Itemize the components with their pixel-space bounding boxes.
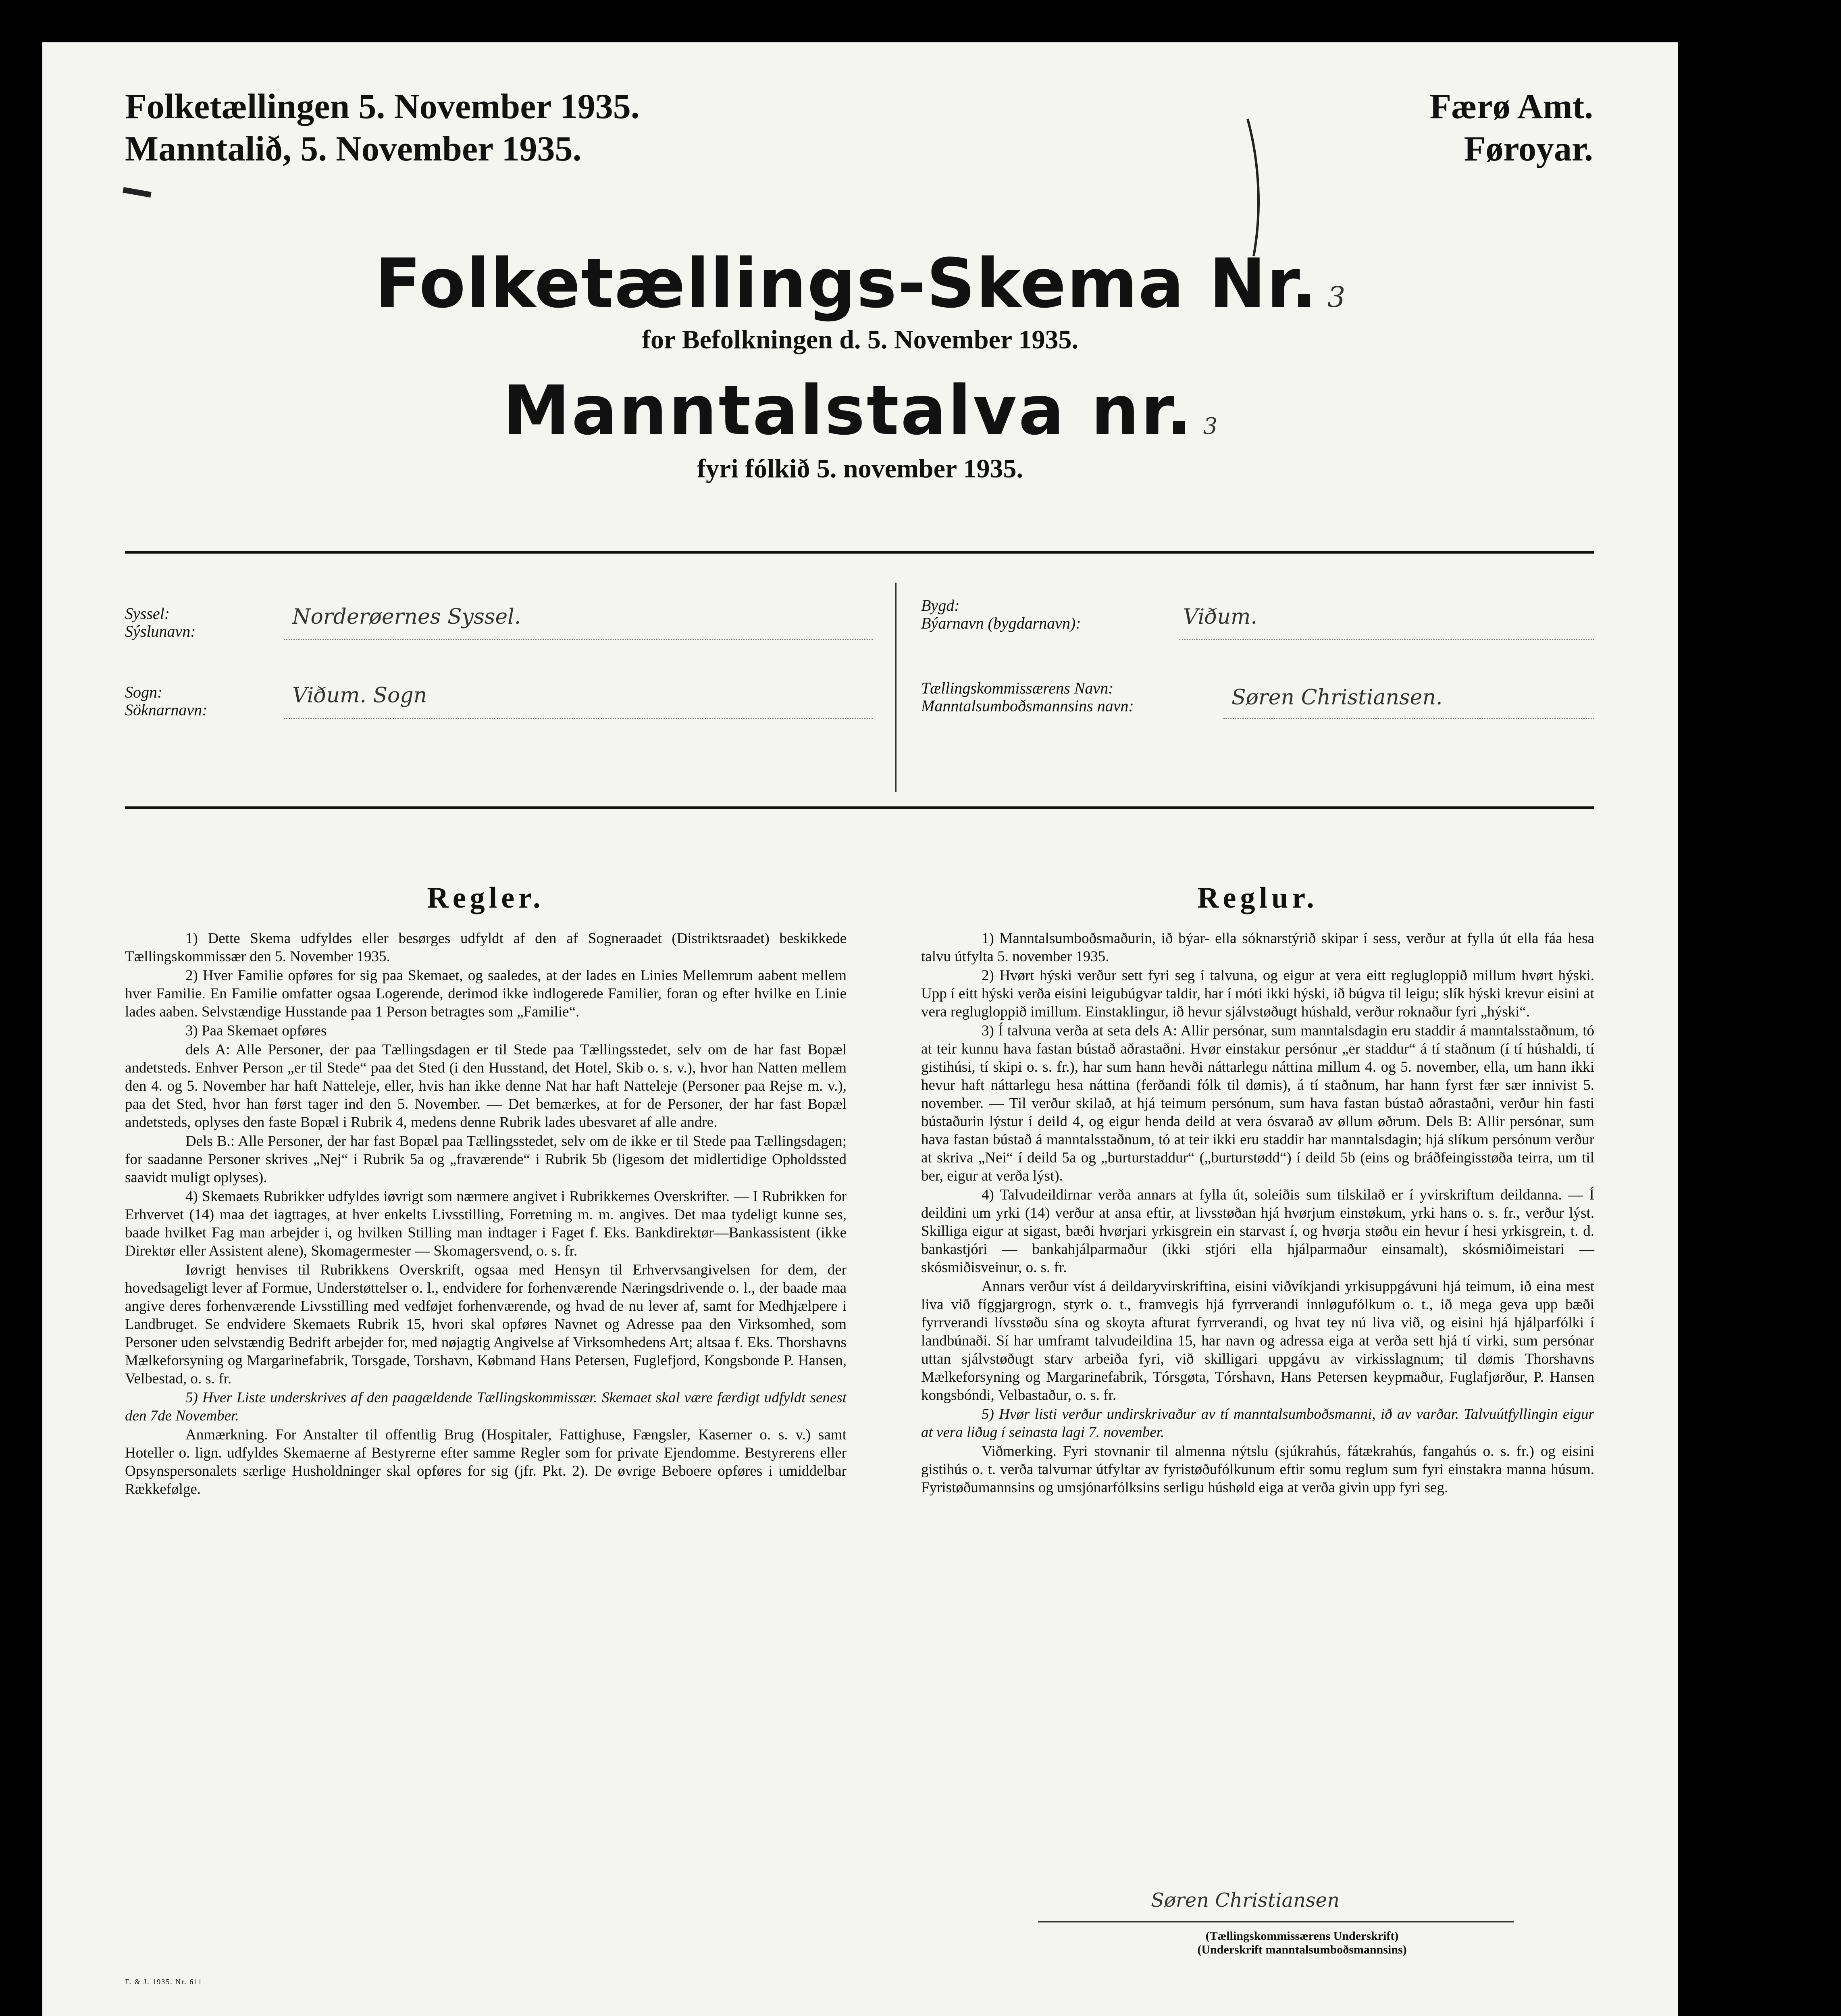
title2-row <box>42 371 1678 450</box>
bygd-value: Viðum. <box>1183 605 1257 629</box>
bygd-label-da: Bygd: <box>921 596 960 614</box>
regler-paragraph: 1) Dette Skema udfyldes eller besørges udfyldt af den af Sogneraadet (Distriktsraadet) beskikkede Tællingskommissær den 5. November 1935. <box>125 930 847 965</box>
header-left-line1: Folketællingen 5. November 1935. <box>125 87 640 126</box>
signature-line <box>1038 1921 1514 1922</box>
title1-number: 3 <box>1327 281 1346 314</box>
kommissaer-value: Søren Christiansen. <box>1231 685 1443 710</box>
syssel-label-da: Syssel: <box>125 604 170 623</box>
bygd-label-fo: Býarnavn (bygdarnavn): <box>921 614 1081 632</box>
rule-middle <box>125 806 1594 809</box>
printer-mark: F. & J. 1935. Nr. 611 <box>125 1978 203 1986</box>
regler-paragraph: Iøvrigt henvises til Rubrikkens Overskrift, ogsaa med Hensyn til Erhvervsangivelsen for dem, der hovedsageligt lever af Formue, Understøttelser o. l., endvidere for forhenværende Næringsdrivende o. l., der baade maa angive deres forhenværende Livsstilling med vedføjet forhenværende, og hvad de nu lever af, samt for Medhjælpere i Landbruget. Se endvidere Skemaets Rubrik 15, hvori skal opføres Navnet og Adresse paa den Virksomhed, som Personer uden selvstændig Bedrift arbejder for, med nøjagtig Angivelse af Virksomhedens Art; altsaa f. Eks. Thorshavns Mælkeforsyning og Margarinefabrik, Torsgade, Torshavn, Købmand Hans Petersen, Fuglefjord, Kongsbonde P. Hansen, Velbestad, o. s. fr. <box>125 1262 847 1387</box>
title1-row <box>42 244 1678 323</box>
reglur-paragraph: 5) Hvør listi verður undirskrivaður av tí manntalsumboðsmanni, ið av varðar. Talvuútfyllingin eigur at vera liðug í seinasta lagi 7. november. <box>921 1406 1594 1441</box>
syssel-label-fo: Sýslunavn: <box>125 622 196 640</box>
signature-caption-da: (Tællingskommissærens Underskrift) <box>1205 1929 1399 1943</box>
kommissaer-label-fo: Manntalsumboðsmannsins navn: <box>921 697 1134 715</box>
sogn-value: Viðum. Sogn <box>292 683 427 708</box>
pen-stroke <box>1244 115 1268 260</box>
sogn-label-fo: Söknarnavn: <box>125 701 208 719</box>
syssel-label <box>125 605 196 640</box>
kommissaer-label <box>921 679 1134 715</box>
reglur-paragraph: 3) Í talvuna verða at seta dels A: Allir persónar, sum manntalsdagin eru staddir á manntalsstaðnum, tó at teir kunnu hava fastan bústað aðrastaðni. Hvør einstakur persónur „er staddur“ á tí staðnum (í tí húshaldi, tí gistihúsi, tí skipi o. s. fr.), har sum hann hevði náttarlegu náttina millum 4. og 5. november, ella, um hann ikki hevur haft náttarlegu hesa náttina (ferðandi fólk til dømis), á tí staðnum, har hann fyrst fær sær innivist 5. november. — Til verður skilað, at hjá teimum persónum, sum hava fastan bústað aðrastaðni, verður hin fasti bústaðurin lýstur í deild 4, og eigur henda deild at vera ósvarað av øllum øðrum. Dels B: Allir persónar, sum hava fastan bústað á manntalsstaðnum, tó at teir ikki eru staddir har manntalsdagin; hjá slíkum persónum verður at skriva „Nei“ í deild 5a og „burturstaddur“ („burturstødd“) í deild 5b (eins og bráðfeingisstøða teirra, um til ber, eigur at verða lýst). <box>921 1023 1594 1184</box>
signature-caption-fo: (Underskrift manntalsumboðsmannsins) <box>1197 1943 1407 1956</box>
regler-paragraph: 4) Skemaets Rubrikker udfyldes iøvrigt som nærmere angivet i Rubrikkernes Overskrifter. — I Rubrikken for Erhvervet (14) maa det iagttages, at hver enkelts Livsstilling, Forretning m. m. angives. Det maa tydeligt kunne ses, baade hvilket Fag man arbejder i, og hvilken Stilling man indtager i Faget f. Eks. Bankdirektør—Bankassistent (ikke Direktør eller Assistent alene), Skomagermester — Skomagersvend, o. s. fr. <box>125 1188 847 1259</box>
regler-paragraph: Anmærkning. For Anstalter til offentlig Brug (Hospitaler, Fattighuse, Fængsler, Kaserner o. s. v.) samt Hoteller o. lign. udfyldes Skemaerne af Bestyrerne efter samme Regler som for private Ejendomme. Bestyrerens eller Opsynspersonalets særlige Husholdninger skal opføres for sig (jfr. Pkt. 2). De øvrige Beboere opføres i umiddelbar Rækkefølge. <box>125 1427 847 1497</box>
sogn-label-da: Sogn: <box>125 683 163 701</box>
kommissaer-label-da: Tællingskommissærens Navn: <box>921 679 1114 697</box>
subtitle2: fyri fólkið 5. november 1935. <box>697 454 1023 483</box>
reglur-paragraph: Annars verður víst á deildaryvirskriftina, eisini viðvíkjandi yrkisuppgávuni hjá teimum, ið eina mest liva við fíggjargrogn, styrk o. t., framvegis hjá fyrrverandi innløgufólkum o. t., ið mega geva upp bæði fyrrverandi lívsstøðu sína og skoyta afturat fyrrverandi, og hvat tey nú liva við, og eisini hjá hjálparfólki í landbúnaði. Sí har umframt talvudeildina 15, har navn og adressa eiga at verða sett hjá tí virki, sum persónar uttan sjálvstøðugt starv arbeiða fyri, við skilligari uppgávu av virkisslagnum; til dømis Thorshavns Mælkeforsyning og Margarinefabrik, Tórsgøta, Tórshavn, Hans Petersen keypmaður, Fuglafjørður, P. Hansen kongsbóndi, Velbastaður, o. s. fr. <box>921 1278 1594 1404</box>
reglur-paragraph: 2) Hvørt hýski verður sett fyri seg í talvuna, og eigur at vera eitt reglugloppið millum hvørt hýski. Upp í eitt hýski verða eisini leigubúgvar taldir, har í móti ikki hýski, ið búgva til leigu; slík hýski krevur eisini at vera reglugloppið imillum. Einstaklingur, ið hevur sjálvstøðugt húshald, verður roknaður fyri „hýski“. <box>921 967 1594 1020</box>
sogn-label <box>125 683 207 719</box>
field-divider <box>895 583 897 792</box>
reglur-body <box>921 929 1594 1497</box>
title2: Manntalstalva nr. <box>502 371 1194 450</box>
title1: Folketællings-Skema Nr. <box>374 244 1318 323</box>
regler-paragraph: 2) Hver Familie opføres for sig paa Skemaet, og saaledes, at der lades en Linies Mellemrum aabent mellem hver Familie. En Familie omfatter ogsaa Logerende, derimod ikke indlogerede Familier, foran og efter hvilke en Linie lades aaben. Selvstændige Husstande paa 1 Person betragtes som „Familie“. <box>125 967 847 1020</box>
reglur-heading: Reglur. <box>1197 881 1318 914</box>
bygd-label <box>921 597 1081 632</box>
regler-paragraph: Dels B.: Alle Personer, der har fast Bopæl paa Tællingsstedet, selv om de ikke er til Stede paa Tællingsdagen; for saadanne Personer skrives „Nej“ i Rubrik 5a og „fraværende“ i Rubrik 5b (ligesom det midlertidige Opholdssted saavidt muligt oplyses). <box>125 1133 847 1186</box>
rule-top <box>125 551 1594 554</box>
syssel-line <box>284 639 873 640</box>
ink-mark <box>123 187 151 198</box>
regler-paragraph: 5) Hver Liste underskrives af den paagældende Tællingskommissær. Skemaet skal være færdigt udfyldt senest den 7de November. <box>125 1389 847 1424</box>
regler-body <box>125 929 847 1499</box>
signature-caption <box>1111 1929 1494 1957</box>
syssel-value: Norderøernes Syssel. <box>292 605 521 629</box>
subtitle1: for Befolkningen d. 5. November 1935. <box>642 325 1078 354</box>
reglur-paragraph: 4) Talvudeildirnar verða annars at fylla út, soleiðis sum tilskilað er í yvirskriftum deildanna. — Í deildini um yrki (14) verður at ansa eftir, at livsstøðan hjá hvørjum einstøkum, yrki hans o. s. fr., verður lýst. Skilliga eigur at sigast, bæði hvørjari yrkisgrein ein starvast í, og hvørja støðu ein hevur í hesi yrkisgrein, t. d. bankastjóri — bankahjálparmaður (ikki stjóri ella hjálparmaður einsamalt), skósmiðimeistari — skósmiðisveinur, o. s. fr. <box>921 1187 1594 1276</box>
reglur-paragraph: 1) Manntalsumboðsmaðurin, ið býar- ella sóknarstýrið skipar í sess, verður at fylla út ella fáa hesa talvu útfylta 5. november 1935. <box>921 930 1594 965</box>
regler-heading: Regler. <box>427 881 545 914</box>
bygd-line <box>1179 639 1594 640</box>
sogn-line <box>284 718 873 719</box>
header-right-line1: Færø Amt. <box>1429 87 1593 126</box>
regler-paragraph: 3) Paa Skemaet opføres <box>185 1023 327 1039</box>
header-left-line2: Manntalið, 5. November 1935. <box>125 129 582 169</box>
title2-number: 3 <box>1203 413 1218 439</box>
regler-paragraph: dels A: Alle Personer, der paa Tællingsdagen er til Stede paa Tællingsstedet, selv om de har fast Bopæl andetsteds. Enhver Person „er til Stede“ paa det Sted (i den Husstand, det Hotel, Skib o. s. v.), hvor han Natten mellem den 4. og 5. November har haft Natteleje, eller, hvis han ikke denne Nat har haft Natteleje (Personer paa Rejse m. v.), paa det Sted, hvor han først tager ind den 5. November. — Det bemærkes, at for de Personer, der har fast Bopæl andetsteds, oplyses den faste Bopæl i Rubrik 4, medens denne Rubrik lades ubesvaret af alle andre. <box>125 1041 847 1131</box>
kommissaer-line <box>1223 718 1594 719</box>
reglur-paragraph: Viðmerking. Fyri stovnanir til almenna nýtslu (sjúkrahús, fátækrahús, fangahús o. s. fr.) og eisini gistihús o. t. verða talvurnar útfyltar av fyristøðufólkunum eftir somu reglum sum fyri einstakra manna húsum. Fyristøðumannsins og umsjónarfólksins serligu húshøld eiga at verða givin upp fyri seg. <box>921 1443 1594 1496</box>
census-form-page <box>42 42 1678 2016</box>
header-right-line2: Føroyar. <box>1464 129 1593 169</box>
signature-value: Søren Christiansen <box>1151 1889 1340 1912</box>
